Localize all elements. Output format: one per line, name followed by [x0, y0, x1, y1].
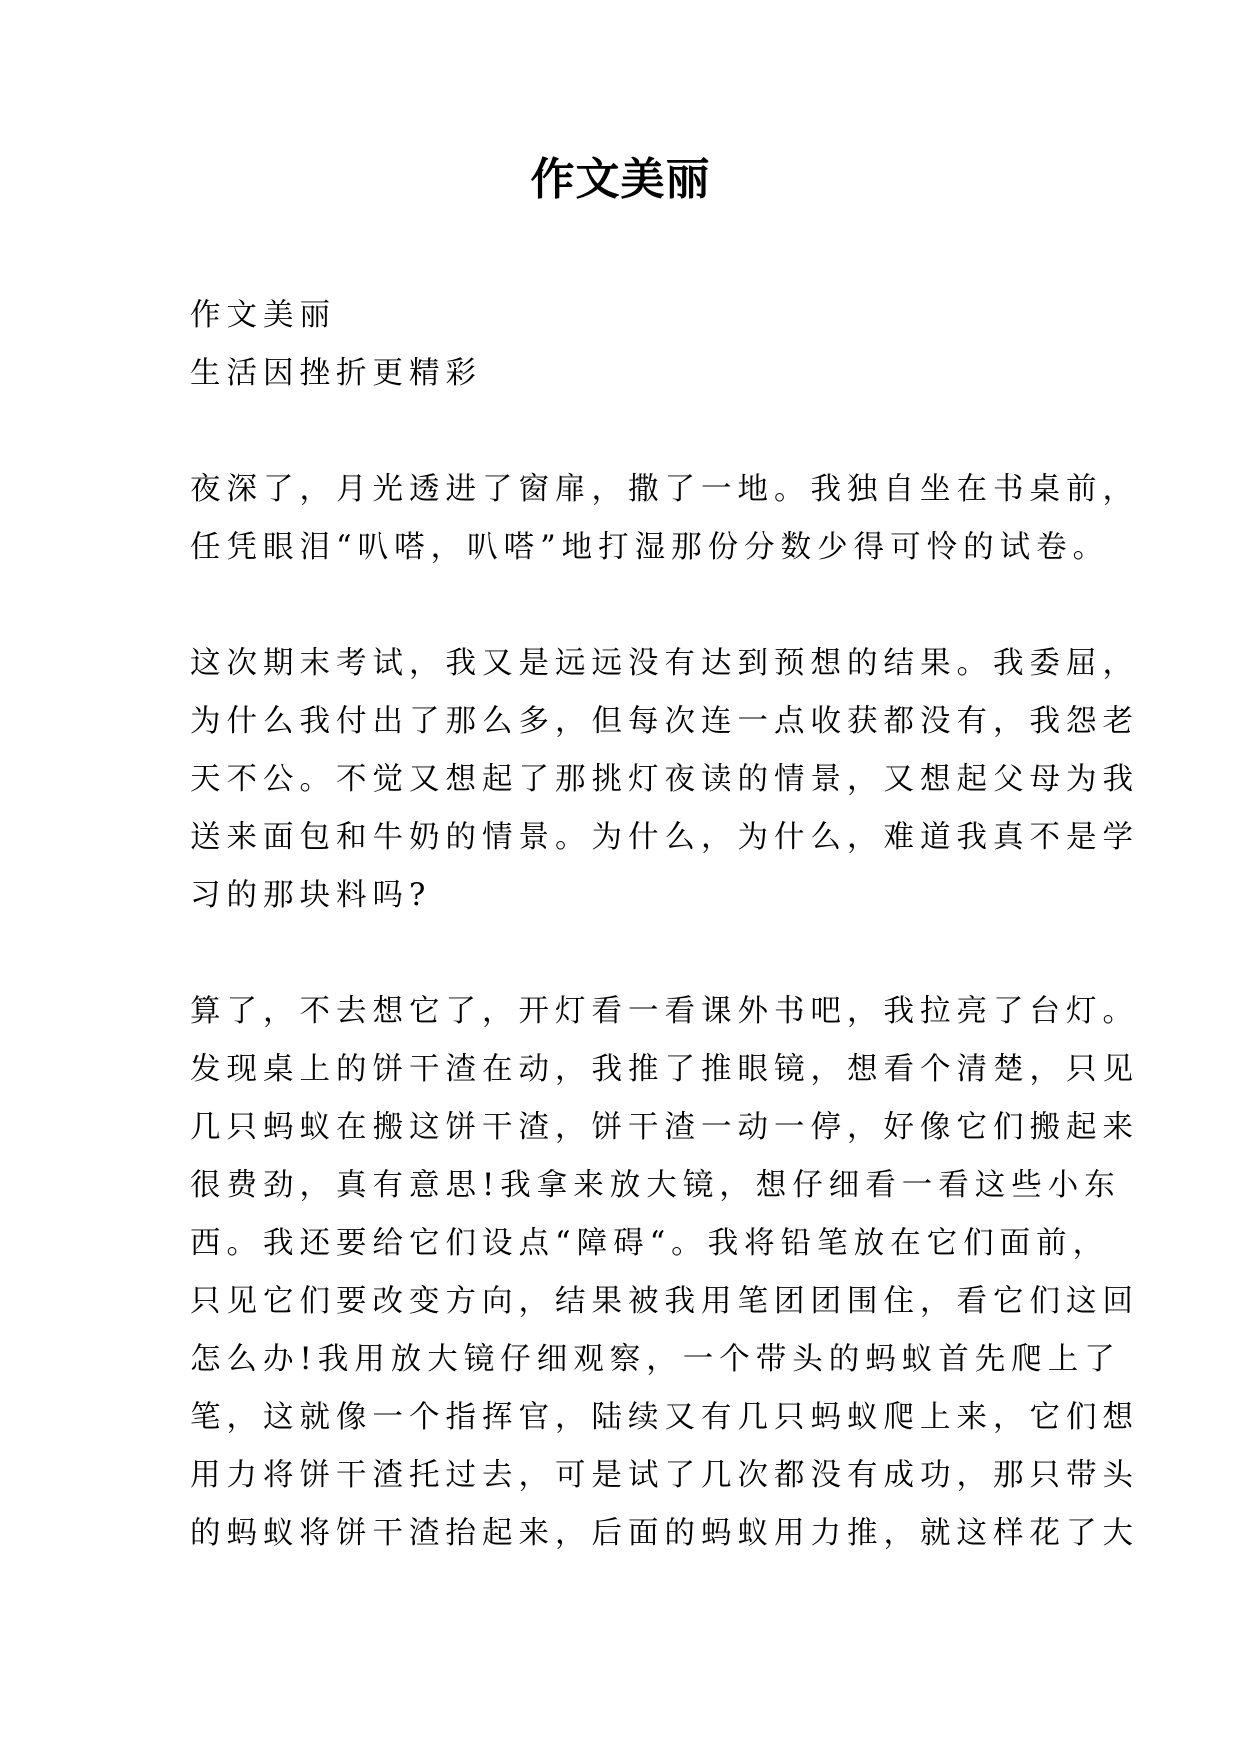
paragraph-line: 这次期末考试，我又是远远没有达到预想的结果。我委屈， [190, 646, 1139, 681]
paragraph-line: 几只蚂蚁在搬这饼干渣，饼干渣一动一停，好像它们搬起来 [190, 1110, 1139, 1145]
paragraph-1 [190, 461, 1139, 577]
essay-subtitle: 生活因挫折更精彩 [190, 356, 482, 391]
paragraph-3 [190, 983, 1139, 1563]
paragraph-line: 算了，不去想它了，开灯看一看课外书吧，我拉亮了台灯。 [190, 994, 1139, 1029]
paragraph-line: 习的那块料吗? [190, 878, 432, 913]
paragraph-line: 天不公。不觉又想起了那挑灯夜读的情景，又想起父母为我 [190, 762, 1139, 797]
essay-label: 作文美丽 [190, 298, 336, 333]
paragraph-line: 发现桌上的饼干渣在动，我推了推眼镜，想看个清楚，只见 [190, 1052, 1139, 1087]
paragraph-line: 笔，这就像一个指挥官，陆续又有几只蚂蚁爬上来，它们想 [190, 1400, 1139, 1435]
paragraph-2 [190, 635, 1139, 925]
paragraph-line: 很费劲，真有意思!我拿来放大镜，想仔细看一看这些小东 [190, 1168, 1121, 1203]
paragraph-line: 的蚂蚁将饼干渣抬起来，后面的蚂蚁用力推，就这样花了大 [190, 1516, 1139, 1551]
paragraph-line: 只见它们要改变方向，结果被我用笔团团围住，看它们这回 [190, 1284, 1139, 1319]
paragraph-line: 夜深了，月光透进了窗扉，撒了一地。我独自坐在书桌前， [190, 472, 1139, 507]
paragraph-line: 送来面包和牛奶的情景。为什么，为什么，难道我真不是学 [190, 820, 1139, 855]
document-title: 作文美丽 [530, 154, 711, 205]
paragraph-line: 西。我还要给它们设点“障碍“。我将铅笔放在它们面前， [190, 1226, 1110, 1261]
paragraph-line: 用力将饼干渣托过去，可是试了几次都没有成功，那只带头 [190, 1458, 1139, 1493]
heading-block [190, 287, 1070, 403]
paragraph-line: 任凭眼泪“叭嗒，叭嗒”地打湿那份分数少得可怜的试卷。 [190, 530, 1110, 565]
paragraph-line: 怎么办!我用放大镜仔细观察，一个带头的蚂蚁首先爬上了 [190, 1342, 1121, 1377]
paragraph-line: 为什么我付出了那么多，但每次连一点收获都没有，我怨老 [190, 704, 1139, 739]
